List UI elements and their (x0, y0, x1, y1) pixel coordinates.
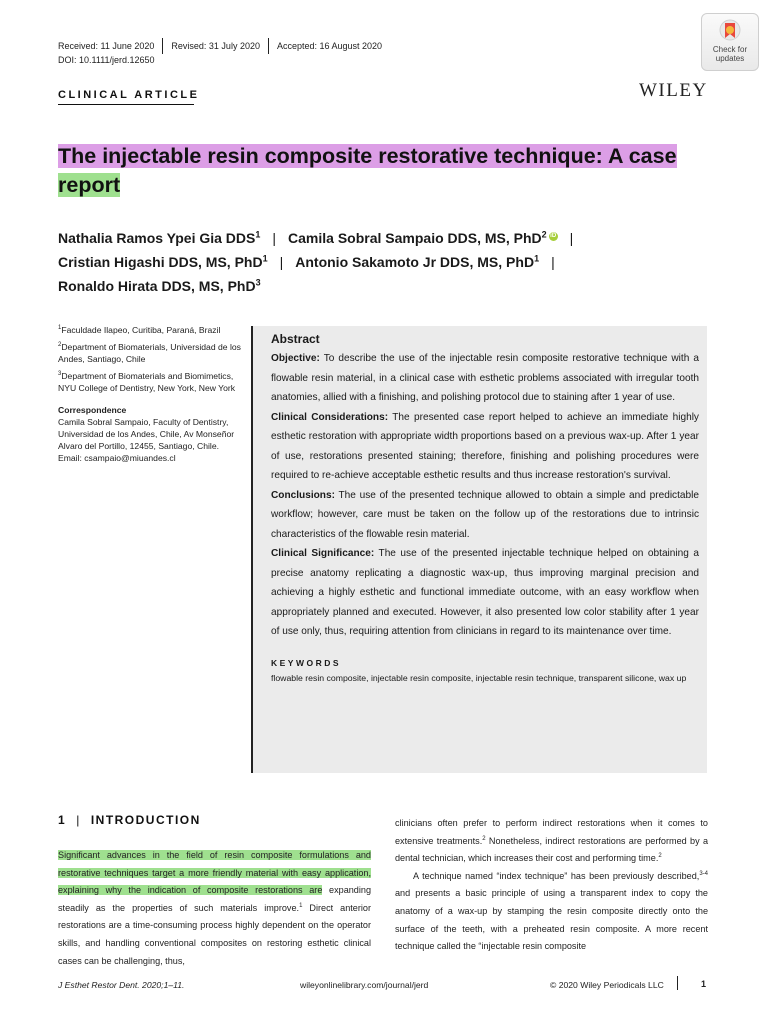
author-affil-sup: 1 (534, 253, 540, 264)
affiliation-1 (58, 322, 246, 336)
body-text: and presents a basic principle of using a transparent index to copy the anatomy of a wax-up by stamping the resin composite directly onto the surface of the teeth, with a preheated resin composite. A more recent technique called the “injectable resin composite (395, 888, 708, 952)
intro-paragraph-1-cont (395, 815, 708, 868)
author-separator: | (569, 230, 574, 246)
abstract-box (251, 326, 707, 773)
date-separator (162, 38, 163, 54)
abstract-considerations (271, 408, 699, 486)
footer-separator (677, 976, 678, 990)
author-name[interactable]: Cristian Higashi DDS, MS, PhD (58, 254, 263, 270)
author-separator: | (551, 254, 555, 270)
author-name[interactable]: Ronaldo Hirata DDS, MS, PhD (58, 278, 256, 294)
check-updates-icon (719, 19, 741, 45)
keywords-heading: KEYWORDS (271, 657, 342, 668)
citation-ref[interactable]: 2 (482, 835, 486, 842)
conclusions-text: The use of the presented technique allowed to obtain a simple and predictable workflow; however, care must be taken on the follow up of the restorations due to intrinsic characteristics of the flowable resin material. (271, 489, 699, 540)
significance-label: Clinical Significance: (271, 548, 375, 559)
affiliation-3 (58, 368, 246, 394)
citation-ref[interactable]: 2 (658, 853, 662, 860)
author-affil-sup: 2 (541, 229, 547, 240)
author-list (58, 226, 718, 298)
check-updates-label-2: updates (715, 54, 745, 63)
affiliation-2 (58, 339, 246, 365)
doi-link[interactable]: DOI: 10.1111/jerd.12650 (58, 55, 155, 65)
considerations-text: The presented case report helped to achieve an immediate highly esthetic restoration with appropriate width proportions based on a previous wax-up. After 1 year of use, restorations presented staining; therefore, finishing and polishing procedures were required to re-achieve acceptable esthetic results and thus increase restoration's survival. (271, 411, 699, 481)
body-column-left (58, 847, 371, 970)
revised-date: Revised: 31 July 2020 (171, 41, 260, 51)
body-column-right (395, 815, 708, 956)
highlighted-text: Significant advances in the field of resin composite formulations and restorative techniques target a more friendly material with easy application, explaining why the indication of composite restorations are (58, 850, 371, 896)
affil-sup: 1 (58, 325, 62, 331)
affil-text: Department of Biomaterials, Universidad de los Andes, Santiago, Chile (58, 341, 241, 364)
section-number: 1 (58, 813, 67, 827)
intro-paragraph-2 (395, 868, 708, 956)
affil-text: Department of Biomaterials and Biomimetics, NYU College of Dentistry, New York, New York (58, 370, 236, 393)
orcid-icon[interactable]: iD (550, 233, 557, 239)
author-affil-sup: 3 (255, 277, 261, 288)
citation-ref[interactable]: 1 (299, 902, 303, 909)
section-title: INTRODUCTION (90, 813, 201, 827)
title-line-2: report (58, 173, 121, 197)
check-updates-label-1: Check for (712, 45, 748, 54)
correspondence-email[interactable]: Email: csampaio@miuandes.cl (58, 452, 176, 463)
received-date: Received: 11 June 2020 (58, 41, 155, 51)
author-affil-sup: 1 (262, 253, 268, 264)
section-separator: | (76, 813, 81, 827)
body-text: Nonetheless, indirect restorations are performed by a dental technician, which increases their cost and performing time. (395, 835, 708, 864)
objective-label: Objective: (271, 353, 320, 364)
significance-text: The use of the presented injectable technique helped on obtaining a precise anatomy replicating a diagnostic wax-up, thus improving marginal precision and achieving a highly esthetic and functional immediate outcome, with an easy workflow when appropriately planned and executed. However, it also presented low color stability after 1 year of use only, thus, requiring attention from clinicians in regard to its maintenance over time. (271, 548, 699, 637)
abstract-heading: Abstract (271, 332, 320, 346)
footer-copyright: © 2020 Wiley Periodicals LLC (550, 980, 664, 990)
abstract-conclusions (271, 486, 699, 545)
page-number: 1 (701, 979, 707, 989)
abstract-objective (271, 349, 699, 408)
check-for-updates-button[interactable] (701, 13, 759, 71)
author-separator: | (279, 254, 284, 270)
intro-paragraph-1 (58, 847, 371, 970)
body-text: expanding steadily as the properties of such materials improve. (58, 885, 372, 913)
abstract-significance (271, 544, 699, 642)
keywords-list: flowable resin composite, injectable resin composite, injectable resin technique, transparent silicone, wax up (271, 672, 687, 683)
body-text: clinicians often prefer to perform indirect restorations when it comes to extensive treatments. (395, 818, 708, 846)
article-type-underline (58, 104, 194, 105)
body-text: Direct anterior restorations are a time-consuming process highly dependent on the operator skills, and handling conventional composites on restoring esthetic clinical cases can be challenging, thus, (58, 902, 371, 966)
considerations-label: Clinical Considerations: (271, 411, 389, 423)
body-text: A technique named “index technique” has been previously described, (413, 870, 700, 881)
article-type: CLINICAL ARTICLE (58, 89, 200, 101)
author-name[interactable]: Nathalia Ramos Ypei Gia DDS (58, 230, 256, 246)
citation-ref[interactable]: 3-4 (699, 870, 708, 877)
author-name[interactable]: Camila Sobral Sampaio DDS, MS, PhD (288, 230, 542, 246)
objective-text: To describe the use of the injectable resin composite restorative technique with a flowable resin material, in a clinical case with esthetic problems associated with irregular tooth anatomies, allied with a finishing, and polishing protocol due to staining after 1 year of use. (271, 353, 699, 403)
affil-sup: 3 (58, 370, 62, 377)
affil-text: Faculdade Ilapeo, Curitiba, Paraná, Brazil (61, 324, 221, 335)
article-dates (58, 38, 382, 54)
correspondence-address: Camila Sobral Sampaio, Faculty of Dentistry, Universidad de los Andes, Chile, Av Monseñor Alvaro del Portillo, 12455, Santiago, Chile. (58, 416, 235, 451)
author-name[interactable]: Antonio Sakamoto Jr DDS, MS, PhD (295, 254, 535, 270)
affil-sup: 2 (58, 341, 62, 348)
date-separator (268, 38, 269, 54)
conclusions-label: Conclusions: (271, 489, 335, 501)
publisher-logo: WILEY (639, 80, 708, 101)
footer-journal: J Esthet Restor Dent. 2020;1–11. (58, 980, 185, 990)
author-separator: | (272, 230, 277, 246)
article-title (58, 142, 708, 200)
section-heading-introduction (58, 813, 201, 827)
affiliations (58, 322, 246, 464)
author-affil-sup: 1 (255, 229, 261, 240)
correspondence-heading: Correspondence (58, 404, 127, 415)
footer-url[interactable]: wileyonlinelibrary.com/journal/jerd (300, 980, 429, 990)
title-line-1: The injectable resin composite restorative technique: A case (58, 144, 677, 168)
accepted-date: Accepted: 16 August 2020 (276, 41, 383, 51)
